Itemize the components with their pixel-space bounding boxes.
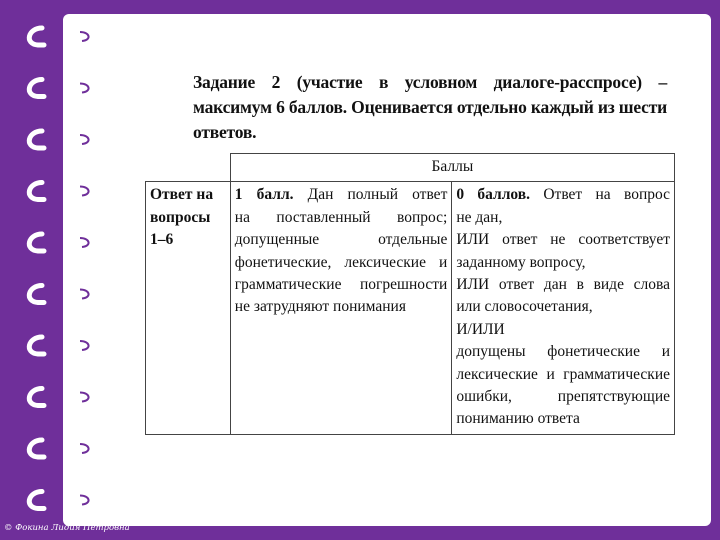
zero-points-line: пониманию ответа (456, 410, 580, 428)
zero-points-lead: 0 баллов. (456, 186, 531, 204)
binder-ring-icon (29, 285, 95, 303)
row-label-cell (146, 182, 231, 434)
copyright-footer: © Фокина Лидия Петровна (4, 523, 130, 533)
header-empty-cell (146, 154, 231, 182)
binder-ring-icon (29, 79, 95, 97)
one-point-line: фонетические, лексические и (234, 253, 448, 271)
binder-ring-icon (29, 388, 95, 406)
binder-ring-icon (29, 491, 95, 509)
one-point-line: допущенные отдельные (234, 231, 448, 249)
zero-points-line: 0 баллов. Ответ на вопрос (456, 186, 671, 204)
zero-points-line: И/ИЛИ (456, 320, 505, 338)
header-points: Баллы (230, 154, 674, 182)
one-point-line: не затрудняют понимания (234, 298, 406, 316)
zero-points-line: или словосочетания, (456, 298, 593, 316)
row-label-line: вопросы (150, 208, 211, 226)
zero-points-line: ИЛИ ответ не соответствует (456, 231, 670, 249)
zero-points-line: допущены фонетические и (456, 343, 670, 361)
table-header-row (146, 154, 675, 182)
binder-ring-icon (29, 182, 95, 200)
scoring-table (145, 153, 675, 435)
table-row (146, 182, 675, 434)
binder-ring-icon (29, 336, 95, 354)
zero-points-line: ИЛИ ответ дан в виде слова (456, 276, 670, 294)
one-point-lead: 1 балл. (234, 186, 294, 204)
zero-points-line: лексические и грамматические (456, 365, 670, 383)
binder-rings (0, 0, 120, 540)
binder-ring-icon (29, 439, 95, 457)
binder-ring-icon (29, 233, 95, 251)
zero-points-line: заданному вопросу, (456, 253, 586, 271)
binder-ring-icon (29, 130, 95, 148)
row-label-line: 1–6 (150, 231, 174, 249)
one-point-line: на поставленный вопрос; (234, 208, 448, 226)
one-point-line: грамматические погрешности (234, 276, 448, 294)
task-title: Задание 2 (участие в условном диалоге-расспросе) – максимум 6 баллов. Оценивается отдельно каждый из шести ответов. (193, 72, 667, 142)
binder-ring-icon (29, 27, 95, 45)
one-point-line: 1 балл. Дан полный ответ (234, 186, 448, 204)
task-content (145, 70, 675, 435)
row-label-line: Ответ на (150, 186, 214, 204)
zero-points-cell (452, 182, 675, 434)
zero-points-line: ошибки, препятствующие (456, 388, 670, 406)
one-point-cell (230, 182, 452, 434)
zero-points-line: не дан, (456, 208, 503, 226)
